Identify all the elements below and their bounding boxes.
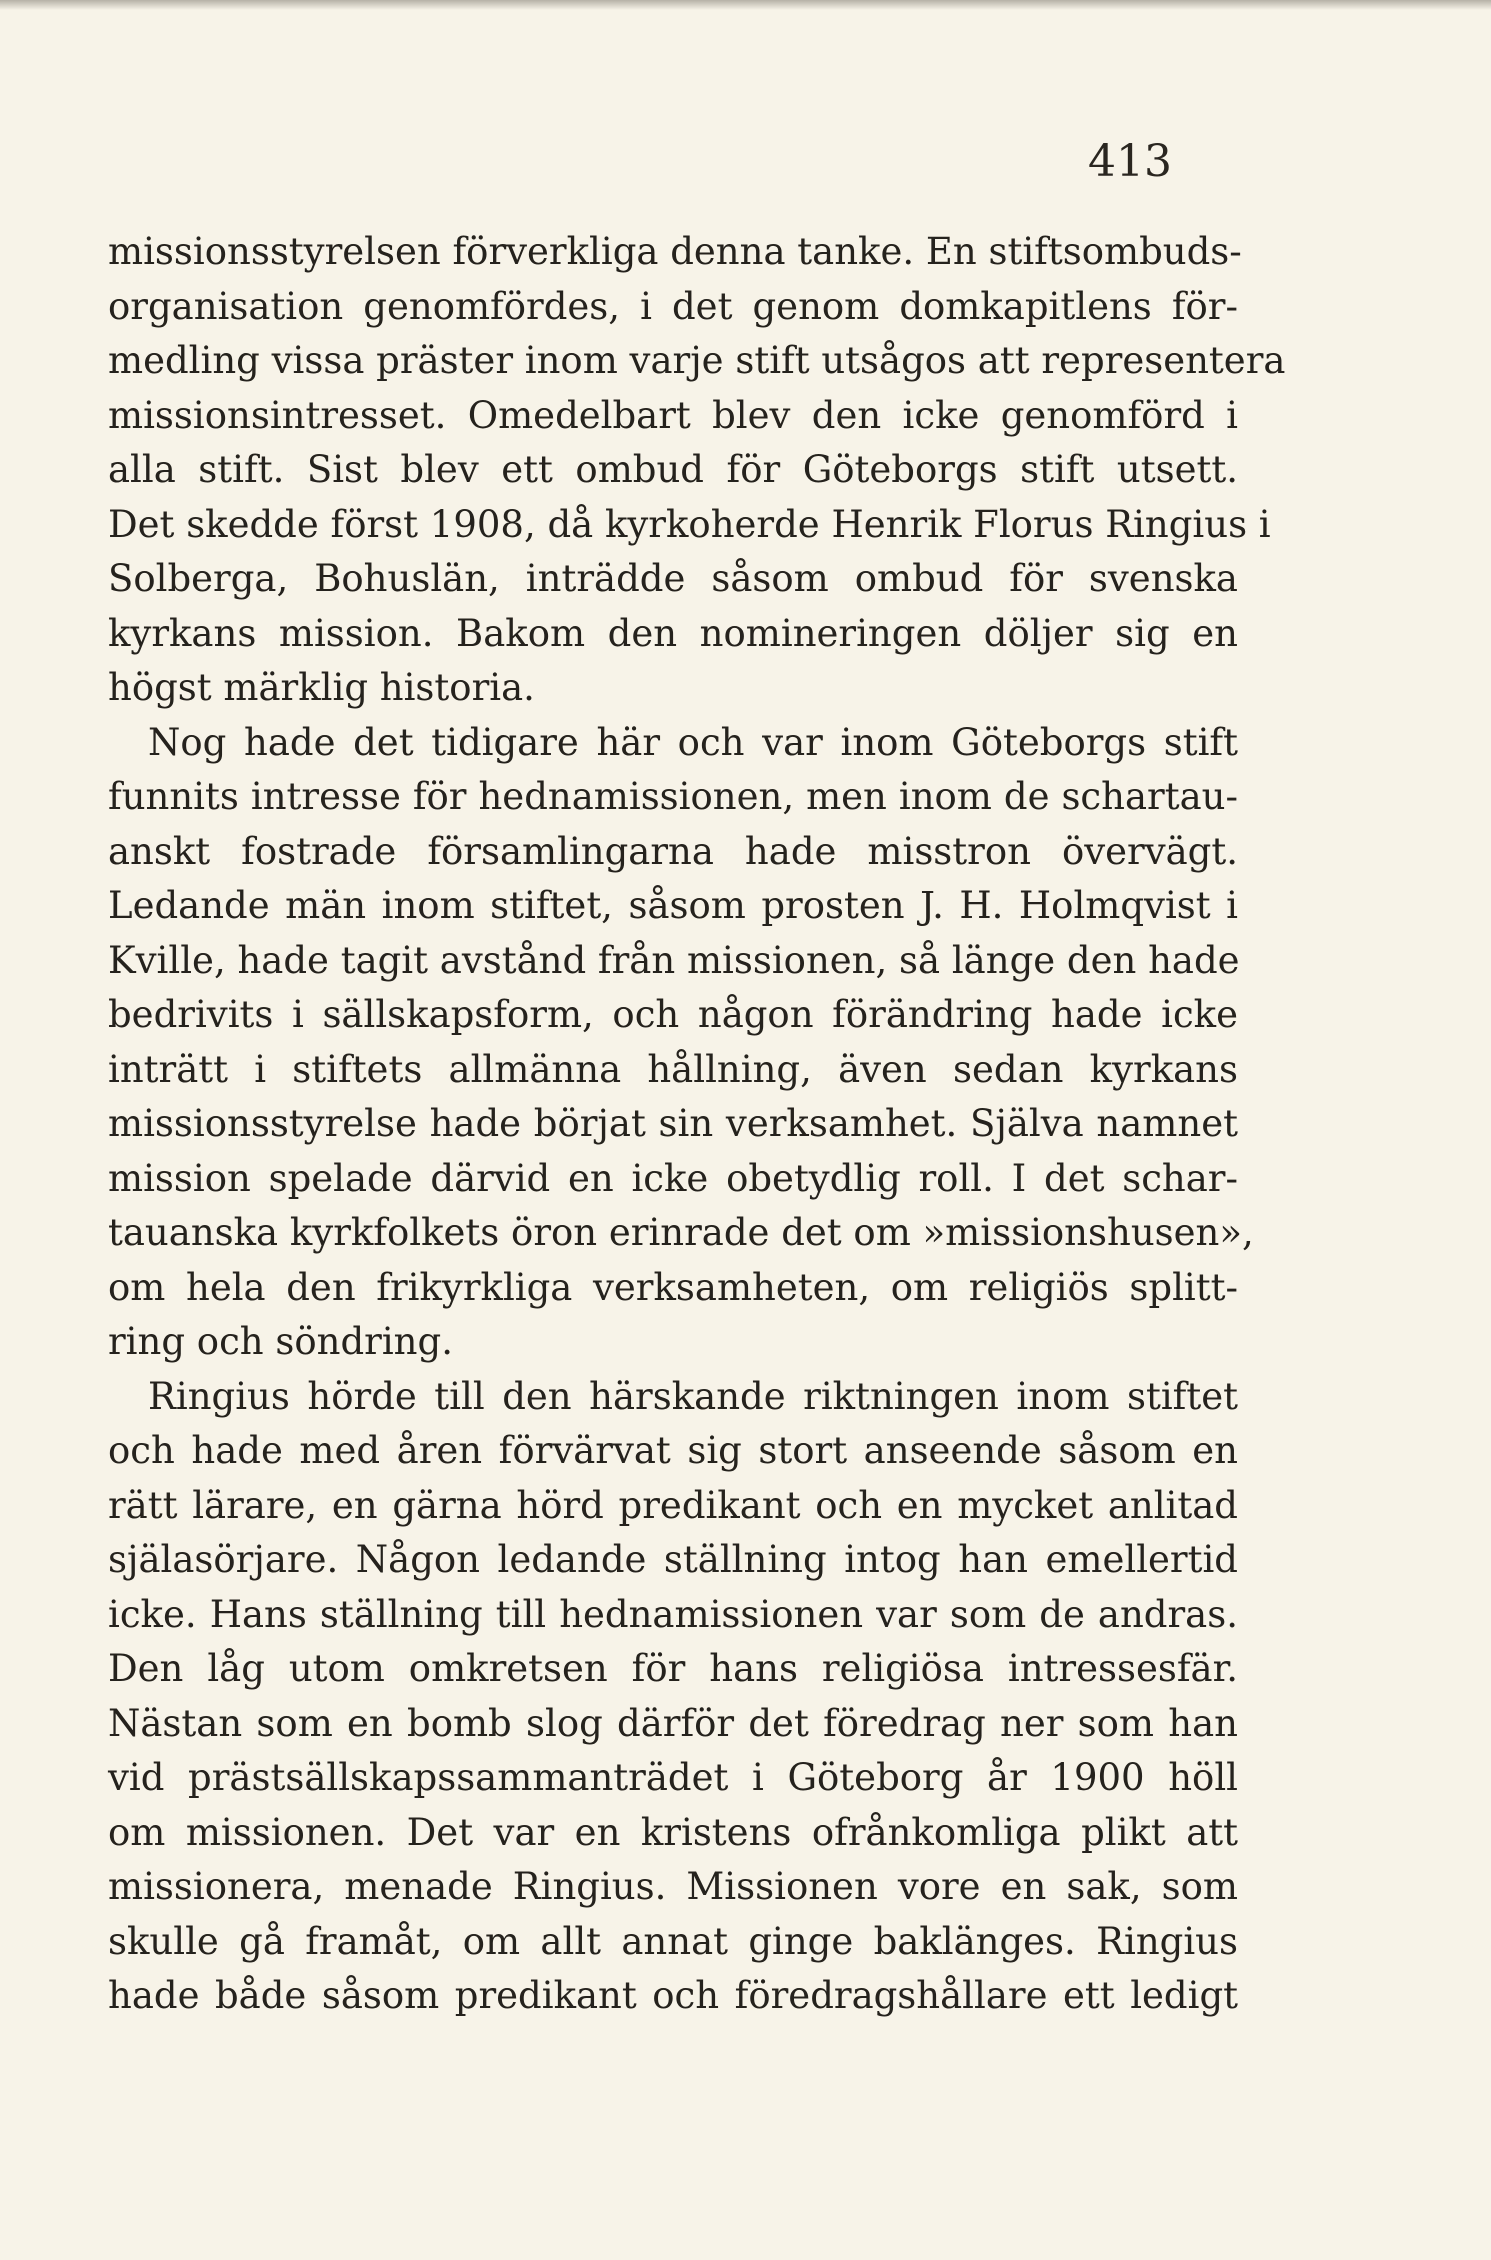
text-line: missionsstyrelsen förverkliga denna tanke. En stiftsombuds- <box>108 230 1242 273</box>
text-line: missionsstyrelse hade börjat sin verksamhet. Själva namnet <box>108 1102 1238 1145</box>
text-line: alla stift. Sist blev ett ombud för Göteborgs stift utsett. <box>108 448 1238 491</box>
text-line: Nog hade det tidigare här och var inom Göteborgs stift <box>148 720 1238 764</box>
text-line: ring och söndring. <box>108 1320 453 1363</box>
text-line: rätt lärare, en gärna hörd predikant och en mycket anlitad <box>108 1483 1238 1527</box>
text-line: högst märklig historia. <box>108 666 535 709</box>
text-line: Ledande män inom stiftet, såsom prosten J. H. Holmqvist i <box>108 884 1238 927</box>
text-line: missionsintresset. Omedelbart blev den icke genomförd i <box>108 393 1238 437</box>
text-line: mission spelade därvid en icke obetydlig roll. I det schar- <box>108 1156 1238 1200</box>
text-line: icke. Hans ställning till hednamissionen var som de andras. <box>108 1592 1238 1636</box>
text-line: skulle gå framåt, om allt annat ginge baklänges. Ringius <box>108 1919 1238 1963</box>
text-line: funnits intresse för hednamissionen, men inom de schartau- <box>108 775 1238 818</box>
text-line: om missionen. Det var en kristens ofrånkomliga plikt att <box>108 1810 1238 1854</box>
text-line: missionera, menade Ringius. Missionen vore en sak, som <box>108 1865 1238 1908</box>
text-line: medling vissa präster inom varje stift utsågos att representera <box>108 339 1286 382</box>
text-line: anskt fostrade församlingarna hade misstron övervägt. <box>108 829 1238 873</box>
text-line: själasörjare. Någon ledande ställning intog han emellertid <box>108 1538 1238 1581</box>
page-top-edge-shadow <box>0 0 1491 10</box>
text-line: Kville, hade tagit avstånd från missionen, så länge den hade <box>108 938 1240 982</box>
text-line: bedrivits i sällskapsform, och någon förändring hade icke <box>108 993 1238 1036</box>
page-number: 413 <box>1088 136 1172 187</box>
text-line: om hela den frikyrkliga verksamheten, om religiös splitt- <box>108 1265 1238 1309</box>
text-line: Ringius hörde till den härskande riktningen inom stiftet <box>148 1374 1238 1418</box>
text-line: och hade med åren förvärvat sig stort anseende såsom en <box>108 1429 1238 1472</box>
text-line: inträtt i stiftets allmänna hållning, även sedan kyrkans <box>108 1047 1238 1091</box>
text-line: Solberga, Bohuslän, inträdde såsom ombud för svenska <box>108 557 1238 600</box>
text-line: kyrkans mission. Bakom den nomineringen döljer sig en <box>108 611 1238 655</box>
body-text <box>108 225 1286 2024</box>
text-line: Nästan som en bomb slog därför det föredrag ner som han <box>108 1701 1238 1745</box>
text-line: Det skedde först 1908, då kyrkoherde Henrik Florus Ringius i <box>108 502 1271 546</box>
text-line: vid prästsällskapssammanträdet i Göteborg år 1900 höll <box>108 1756 1238 1799</box>
text-line: Den låg utom omkretsen för hans religiösa intressesfär. <box>108 1647 1238 1690</box>
text-line: tauanska kyrkfolkets öron erinrade det om »missionshusen», <box>108 1211 1254 1254</box>
text-line: hade både såsom predikant och föredragshållare ett ledigt <box>108 1974 1238 2017</box>
text-line: organisation genomfördes, i det genom domkapitlens för- <box>108 284 1238 328</box>
